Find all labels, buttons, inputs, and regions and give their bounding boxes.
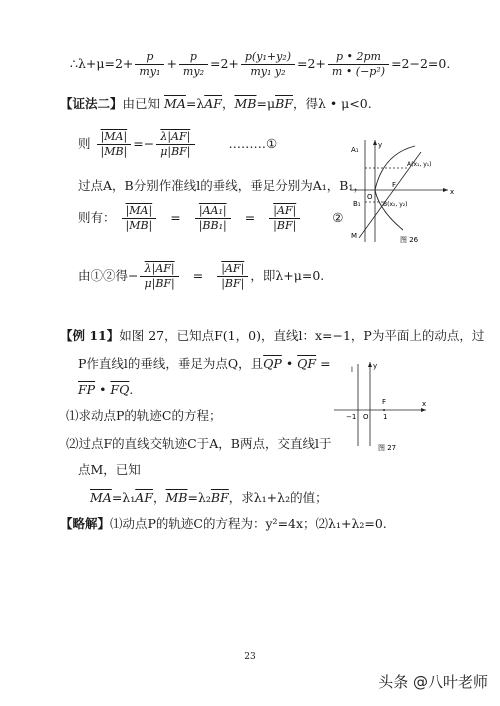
question-2-line-2: 点M，已知: [78, 462, 141, 477]
text: P作直线l的垂线，垂足为点Q，且: [78, 356, 264, 371]
figure-27: [330, 358, 430, 454]
text: 如图 27，已知点F(1，0)，直线l：x=−1，P为平面上的动点，过: [119, 328, 485, 343]
figure-26: [345, 138, 460, 250]
equation-line-1: [70, 50, 450, 79]
label-b: B(x₂, y₂): [383, 201, 408, 208]
label-x: x: [422, 400, 427, 408]
caption: 图 27: [378, 444, 397, 452]
vector-ma: $\overline{MA}$: [90, 490, 112, 505]
section-label: 【例 11】: [60, 328, 120, 343]
label-a1: A₁: [351, 146, 359, 154]
equation-3: [78, 262, 324, 291]
fraction: $\frac{|MA|}{|MB|}$: [97, 130, 132, 159]
fraction: $\frac{|AF|}{|BF|}$: [217, 262, 248, 291]
vector-fp: $\overline{FP}$: [78, 382, 96, 397]
text: =λ₂: [187, 490, 211, 505]
vector-qp: $\overline{QP}$: [263, 356, 282, 371]
label-o: O: [367, 193, 373, 201]
eq-text: =2+: [209, 56, 239, 71]
example-11-line-2: [78, 356, 331, 372]
text: =: [192, 268, 204, 283]
question-2-line-1: ⑵过点F的直线交轨迹C于A，B两点，交直线l于: [66, 436, 332, 451]
y-arrow: [368, 362, 372, 367]
x-arrow: [443, 188, 448, 192]
label-a: A(x₁, y₁): [407, 161, 432, 168]
text: .: [129, 382, 134, 397]
example-11-line-1: [60, 328, 484, 344]
fraction: $\frac{\text{p(y₁+y₂)}}{\text{my₁ y₂}}$: [241, 50, 295, 79]
fraction: $\frac{p}{\text{my₁}}$: [135, 50, 164, 79]
text: 由①②得−: [78, 268, 139, 283]
text: 则: [78, 136, 91, 151]
eq-text: +: [166, 56, 177, 71]
vector-af: $\overline{AF}$: [204, 96, 222, 111]
text: ，即λ+μ=0.: [250, 268, 325, 283]
label-o: O: [363, 413, 369, 421]
caption: 图 26: [400, 236, 419, 244]
text: =μ: [256, 96, 276, 111]
label-f: F: [392, 181, 397, 189]
text: ………①: [228, 136, 278, 151]
text: •: [281, 356, 298, 371]
fraction: $\frac{p • 2pm}{\text{m • (−p²)}}$: [328, 50, 389, 79]
vector-bf: $\overline{BF}$: [210, 490, 229, 505]
text: =−: [133, 136, 155, 151]
fraction: $\frac{\lambda|AF|}{\mu|BF|}$: [140, 262, 178, 291]
label-l: l: [351, 366, 353, 374]
vector-bf: $\overline{BF}$: [275, 96, 293, 111]
text: ②: [332, 210, 344, 225]
vector-ma: $\overline{MA}$: [164, 96, 186, 111]
equation-2: [78, 204, 344, 233]
text: =: [170, 210, 181, 225]
text: ，: [152, 490, 166, 505]
fraction: $\frac{\text{|AA₁|}}{\text{|BB₁|}}$: [195, 204, 231, 233]
x-arrow: [421, 408, 426, 412]
point-f: [383, 409, 385, 411]
label-x: x: [450, 188, 455, 196]
fraction: $\frac{p}{\text{my₂}}$: [179, 50, 208, 79]
question-1: ⑴求动点P的轨迹C的方程；: [66, 408, 222, 423]
page-number: 23: [244, 652, 256, 662]
text: 则有：: [78, 210, 116, 225]
section-label: 【证法二】: [60, 96, 123, 111]
vector-fq: $\overline{FQ}$: [110, 382, 130, 397]
paragraph: 过点A，B分别作准线l的垂线，垂足分别为A₁，B₁，: [78, 178, 366, 193]
eq-text: =2+: [296, 56, 326, 71]
text: =: [244, 210, 256, 225]
text: ，求λ₁+λ₂的值；: [228, 490, 328, 505]
eq-text: ∴λ+μ=2+: [70, 56, 134, 71]
equation-1: [78, 130, 277, 159]
vector-mb: $\overline{MB}$: [165, 490, 188, 505]
text: ⑴动点P的轨迹C的方程为：y²=4x；⑵λ₁+λ₂=0.: [110, 516, 387, 531]
text: 由已知: [122, 96, 161, 111]
vector-af: $\overline{AF}$: [135, 490, 153, 505]
section-label: 【略解】: [60, 516, 111, 531]
fraction: $\frac{\lambda|AF|}{\mu|BF|}$: [156, 130, 194, 159]
label-b1: B₁: [353, 200, 361, 208]
condition-line: [90, 490, 328, 506]
text: ，: [221, 96, 235, 111]
label-f: F: [382, 398, 387, 406]
text: =λ: [185, 96, 205, 111]
eq-text: =2−2=0.: [391, 56, 451, 71]
text: =: [316, 356, 331, 371]
vector-qf: $\overline{QF}$: [297, 356, 317, 371]
fraction: $\frac{|MA|}{|MB|}$: [122, 204, 157, 233]
watermark: 头条 @八叶老师: [378, 673, 488, 691]
label-minus-1: −1: [346, 413, 357, 421]
vector-mb: $\overline{MB}$: [234, 96, 257, 111]
text: •: [95, 382, 111, 397]
answer-line: [60, 516, 387, 532]
label-y: y: [378, 141, 383, 149]
label-y: y: [373, 362, 378, 370]
label-m: M: [351, 232, 358, 240]
label-1: 1: [383, 413, 388, 421]
text: ，得λ • μ<0.: [292, 96, 372, 111]
y-arrow: [373, 140, 377, 145]
fraction: $\frac{|AF|}{|BF|}$: [269, 204, 300, 233]
example-11-line-3: [78, 382, 133, 398]
proof-2-heading: [60, 96, 372, 112]
text: =λ₁: [111, 490, 136, 505]
